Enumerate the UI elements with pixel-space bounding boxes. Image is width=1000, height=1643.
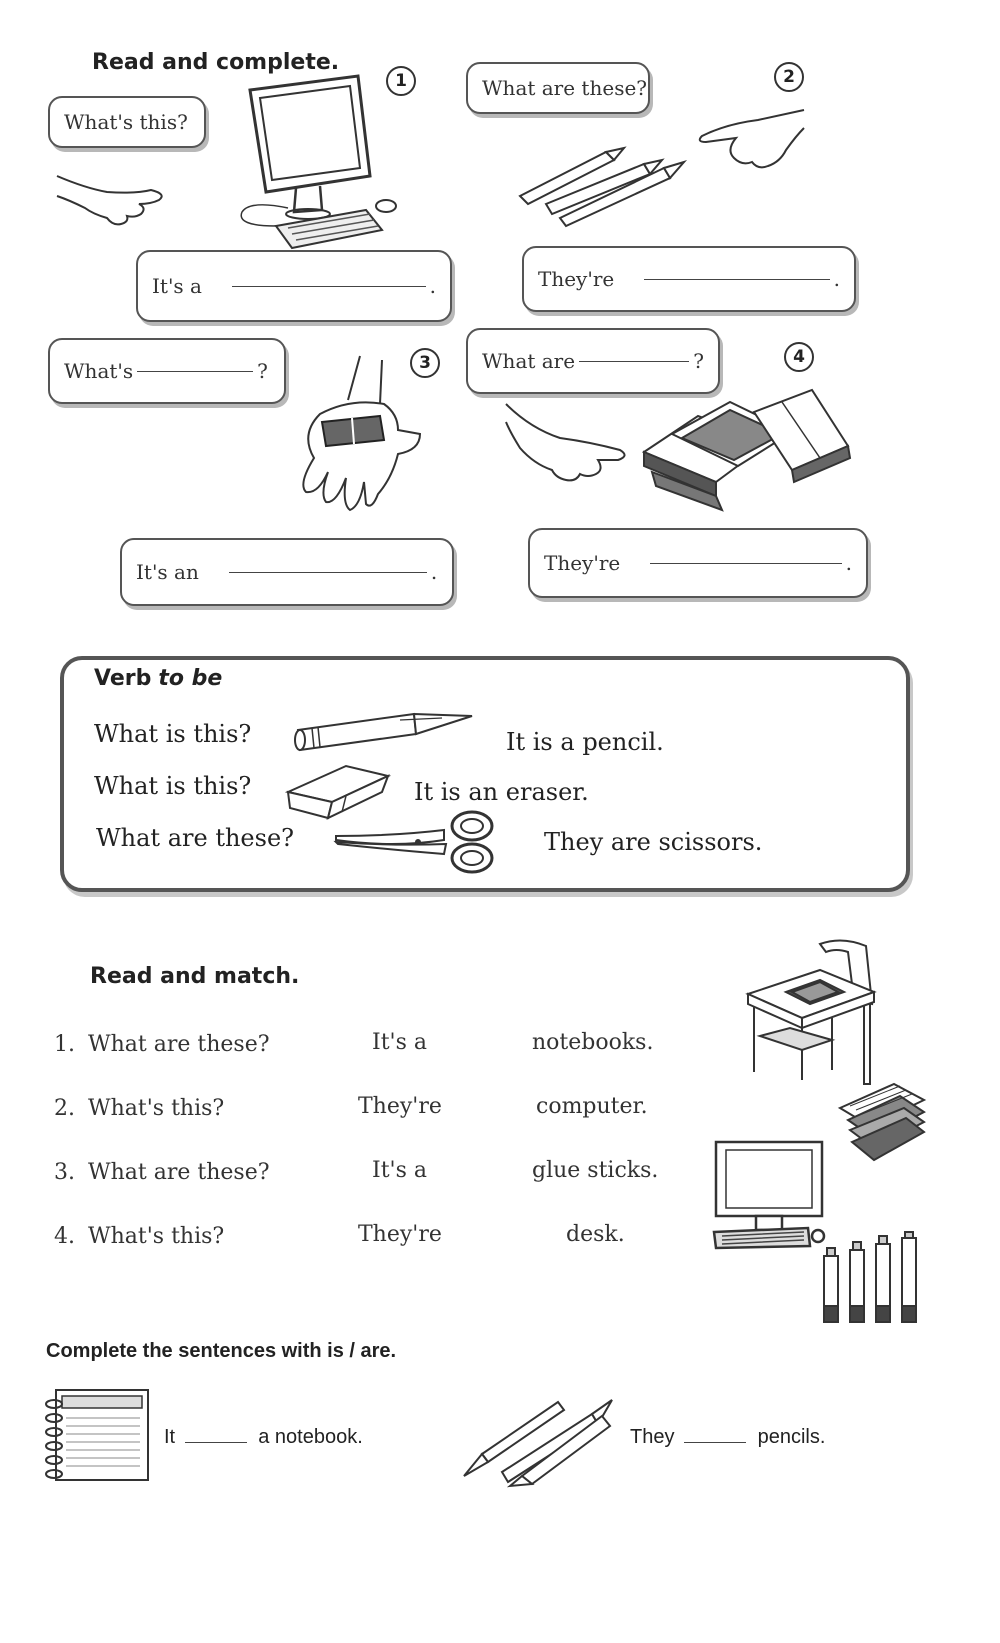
match-num-1: 1. [54,1032,75,1057]
notebook-icon [44,1384,152,1484]
answer-1-prefix: It's a [152,274,202,298]
question-bubble-2 [466,62,650,114]
glue-sticks-icon [820,1232,930,1326]
question-4-prefix: What are [482,349,576,373]
pencils-icon [516,146,686,226]
verb-question-3: What are these? [96,824,295,852]
desk-icon [746,940,876,1086]
answer-1-blank[interactable] [232,285,426,287]
notebooks-icon [838,1082,926,1164]
answer-3-end: . [430,560,438,584]
sentence-2-start: They [630,1426,675,1448]
match-num-4: 4. [54,1224,75,1249]
match-pronoun-4[interactable]: They're [358,1222,442,1247]
answer-bubble-1 [136,250,452,322]
sentence-2 [630,1426,825,1449]
answer-4-blank[interactable] [650,562,841,564]
sentence-2-blank[interactable] [684,1441,746,1443]
match-pronoun-3[interactable]: It's a [372,1158,427,1183]
verb-answer-1: It is a pencil. [506,728,664,756]
question-bubble-4 [466,328,720,394]
section1-heading: Read and complete. [92,50,340,75]
number-badge-3: 3 [410,348,440,378]
match-question-2[interactable]: What's this? [88,1096,225,1121]
question-bubble-3 [48,338,286,404]
question-1-text: What's this? [64,110,188,134]
sentence-1-start: It [164,1426,176,1448]
computer-icon [236,76,406,254]
section2-heading: Read and match. [90,964,300,989]
verb-box-title [94,666,222,691]
sentence-2-end: pencils. [757,1426,826,1448]
answer-4-prefix: They're [544,551,621,575]
pointing-hand-icon-2 [696,106,806,176]
sentence-1 [164,1426,363,1449]
scissors-icon [334,810,498,874]
section3-heading: Complete the sentences with is / are. [46,1340,397,1362]
question-4-end: ? [693,349,704,373]
question-2-text: What are these? [482,76,648,100]
answer-3-blank[interactable] [229,571,427,573]
answer-2-blank[interactable] [644,278,829,280]
pencils-icon-2 [462,1392,622,1482]
match-question-4[interactable]: What's this? [88,1224,225,1249]
answer-1-end: . [429,274,436,298]
question-bubble-1 [48,96,206,148]
hand-eraser-icon [280,354,424,514]
answer-2-prefix: They're [538,267,615,291]
books-icon [642,386,852,512]
match-pronoun-2[interactable]: They're [358,1094,442,1119]
question-4-blank[interactable] [579,360,689,362]
verb-answer-2: It is an eraser. [414,778,589,806]
number-badge-4: 4 [784,342,814,372]
answer-bubble-2 [522,246,856,312]
answer-4-end: . [845,551,852,575]
pointing-hand-icon-3 [500,398,630,482]
answer-bubble-3 [120,538,454,606]
match-noun-3[interactable]: glue sticks. [532,1158,659,1183]
match-question-3[interactable]: What are these? [88,1160,270,1185]
match-noun-1[interactable]: notebooks. [532,1030,654,1055]
match-noun-4[interactable]: desk. [566,1222,625,1247]
verb-question-2: What is this? [94,772,252,800]
answer-3-prefix: It's an [136,560,199,584]
match-question-1[interactable]: What are these? [88,1032,270,1057]
pointing-hand-icon [55,168,165,228]
verb-question-1: What is this? [94,720,252,748]
match-num-2: 2. [54,1096,75,1121]
sentence-1-end: a notebook. [258,1426,363,1448]
verb-box-title-italic: to be [158,666,223,691]
sentence-1-blank[interactable] [185,1441,247,1443]
pencil-icon [292,710,474,754]
answer-bubble-4 [528,528,868,598]
number-badge-1: 1 [386,66,416,96]
question-3-end: ? [257,359,268,383]
verb-box-title-bold: Verb [94,666,152,691]
match-noun-2[interactable]: computer. [536,1094,648,1119]
match-num-3: 3. [54,1160,75,1185]
number-badge-2: 2 [774,62,804,92]
question-3-blank[interactable] [137,370,253,372]
answer-2-end: . [833,267,840,291]
verb-answer-3: They are scissors. [544,828,763,856]
question-3-prefix: What's [64,359,134,383]
match-pronoun-1[interactable]: It's a [372,1030,427,1055]
